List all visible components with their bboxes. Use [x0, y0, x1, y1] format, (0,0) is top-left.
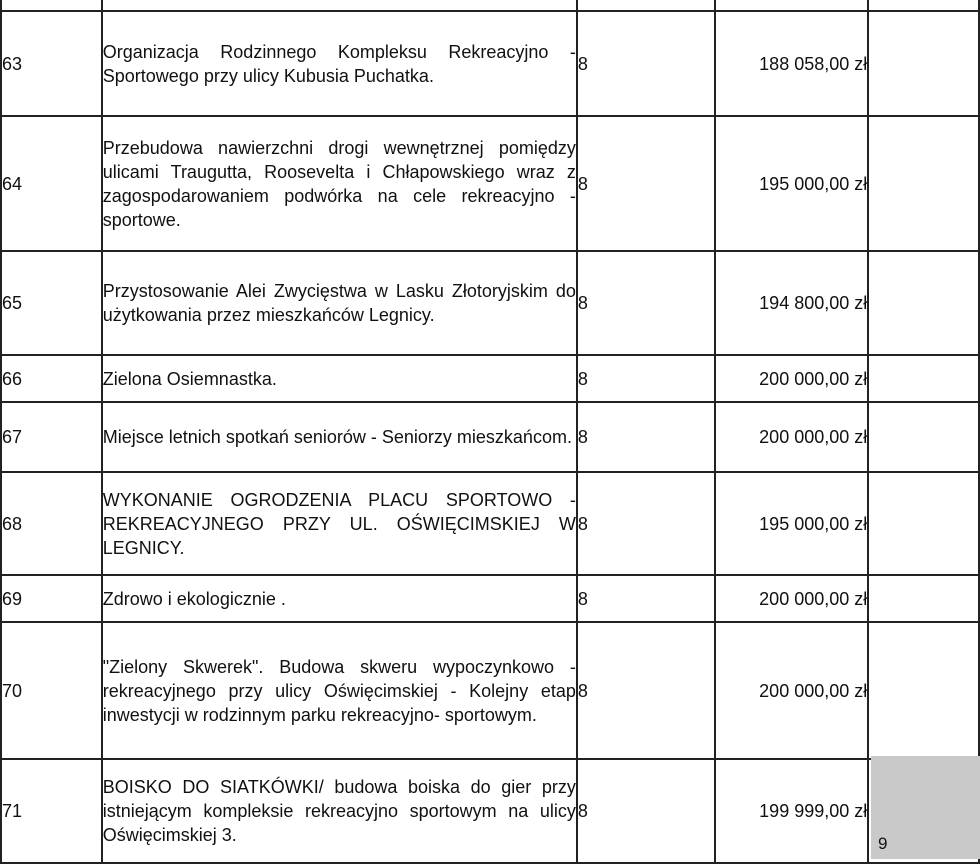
table-row [1, 11, 979, 116]
table-row [1, 472, 979, 575]
project-description: Zielona Osiemnastka. [102, 355, 577, 402]
page-number: 9 [878, 834, 888, 853]
margin-cell [868, 11, 979, 116]
amount-cell: 188 058,00 zł [715, 11, 869, 116]
margin-cell [868, 0, 979, 11]
table-row [1, 116, 979, 251]
row-number: 64 [1, 116, 102, 251]
margin-cell [868, 355, 979, 402]
projects-table-body [1, 0, 979, 863]
category-cell: 8 [577, 622, 715, 759]
category-cell: 8 [577, 355, 715, 402]
amount-cell: 200 000,00 zł [715, 355, 869, 402]
row-number: 63 [1, 11, 102, 116]
table-row [1, 759, 979, 863]
amount-cell: 200 000,00 zł [715, 402, 869, 472]
amount-cell [715, 0, 869, 11]
margin-cell [868, 251, 979, 355]
margin-cell [868, 402, 979, 472]
category-cell: 8 [577, 759, 715, 863]
project-description: Przystosowanie Alei Zwycięstwa w Lasku Złotoryjskim do użytkowania przez mieszkańców Legnicy. [102, 251, 577, 355]
margin-cell [868, 622, 979, 759]
table-row [1, 575, 979, 622]
table-row [1, 355, 979, 402]
row-number [1, 0, 102, 11]
margin-cell [868, 575, 979, 622]
amount-cell: 200 000,00 zł [715, 622, 869, 759]
row-number: 71 [1, 759, 102, 863]
project-description: WYKONANIE OGRODZENIA PLACU SPORTOWO - REKREACYJNEGO PRZY UL. OŚWIĘCIMSKIEJ W LEGNICY. [102, 472, 577, 575]
category-cell: 8 [577, 251, 715, 355]
row-number: 65 [1, 251, 102, 355]
project-description: Przebudowa nawierzchni drogi wewnętrznej pomiędzy ulicami Traugutta, Roosevelta i Chłapowskiego wraz z zagospodarowaniem podwórka na cele rekreacyjno - sportowe. [102, 116, 577, 251]
amount-cell: 200 000,00 zł [715, 575, 869, 622]
table-row [1, 622, 979, 759]
row-number: 69 [1, 575, 102, 622]
amount-cell: 194 800,00 zł [715, 251, 869, 355]
margin-cell [868, 472, 979, 575]
table-row [1, 251, 979, 355]
category-cell: 8 [577, 11, 715, 116]
row-number: 66 [1, 355, 102, 402]
amount-cell: 195 000,00 zł [715, 116, 869, 251]
table-row [1, 0, 979, 11]
table-row [1, 402, 979, 472]
category-cell: 8 [577, 472, 715, 575]
row-number: 70 [1, 622, 102, 759]
project-description: "Zielony Skwerek". Budowa skweru wypoczynkowo - rekreacyjnego przy ulicy Oświęcimskiej - Kolejny etap inwestycji w rodzinnym parku rekreacyjno- sportowym. [102, 622, 577, 759]
project-description: Organizacja Rodzinnego Kompleksu Rekreacyjno - Sportowego przy ulicy Kubusia Puchatka. [102, 11, 577, 116]
row-number: 68 [1, 472, 102, 575]
category-cell: 8 [577, 402, 715, 472]
margin-cell [868, 116, 979, 251]
category-cell [577, 0, 715, 11]
amount-cell: 199 999,00 zł [715, 759, 869, 863]
project-description [102, 0, 577, 11]
project-description: Miejsce letnich spotkań seniorów - Seniorzy mieszkańcom. [102, 402, 577, 472]
category-cell: 8 [577, 575, 715, 622]
project-description: BOISKO DO SIATKÓWKI/ budowa boiska do gier przy istniejącym kompleksie rekreacyjno sportowym na ulicy Oświęcimskiej 3. [102, 759, 577, 863]
project-description: Zdrowo i ekologicznie . [102, 575, 577, 622]
row-number: 67 [1, 402, 102, 472]
amount-cell: 195 000,00 zł [715, 472, 869, 575]
category-cell: 8 [577, 116, 715, 251]
